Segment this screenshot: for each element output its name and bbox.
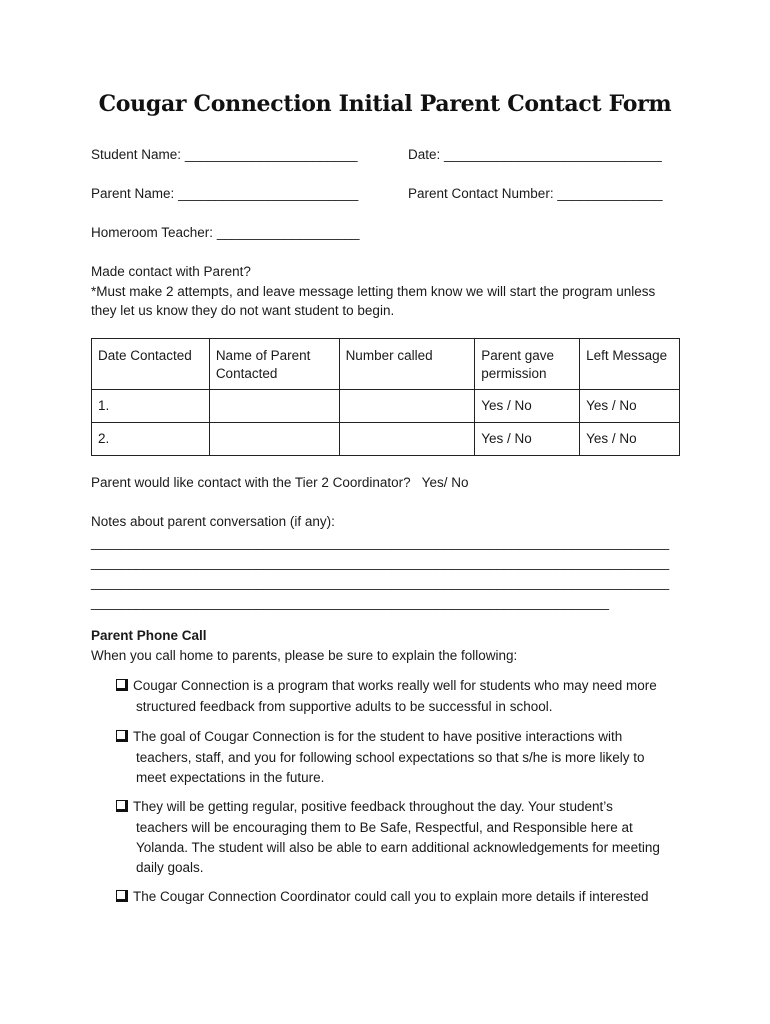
cell-permission-yes-no[interactable]: Yes / No (475, 423, 580, 456)
list-item-continuation: teachers, staff, and you for following school expectations so that s/he is more likely to (136, 750, 645, 765)
contact-note-line-2: they let us know they do not want student to begin. (91, 303, 395, 318)
checkbox-icon[interactable] (116, 800, 128, 812)
list-item-continuation: meet expectations in the future. (136, 770, 325, 785)
parent-name-label: Parent Name: (91, 186, 175, 201)
parent-contact-number-field[interactable] (408, 184, 662, 203)
contact-instructions (91, 262, 691, 321)
cell-left-message-yes-no[interactable]: Yes / No (580, 423, 680, 456)
parent-contact-number-blank[interactable]: ______________ (557, 186, 663, 201)
parent-contact-number-label: Parent Contact Number: (408, 186, 554, 201)
notes-line[interactable]: _____________________________________________________________________________ (91, 575, 670, 590)
homeroom-teacher-blank[interactable]: ___________________ (216, 225, 360, 240)
list-item-continuation: teachers will be encouraging them to Be Safe, Respectful, and Responsible here at (136, 820, 633, 835)
list-item-first-line: They will be getting regular, positive feedback throughout the day. Your student’s (133, 799, 613, 814)
homeroom-teacher-field[interactable] (91, 223, 359, 242)
list-item-first-line: Cougar Connection is a program that works really well for students who may need more (133, 678, 657, 693)
parent-name-field[interactable] (91, 184, 358, 203)
list-item (116, 886, 682, 908)
table-row (92, 390, 680, 423)
notes-line[interactable]: _____________________________________________________________________ (91, 595, 610, 610)
list-item (116, 675, 682, 717)
notes-line[interactable]: _____________________________________________________________________________ (91, 555, 670, 570)
list-item-continuation: structured feedback from supportive adults to be successful in school. (136, 699, 553, 714)
checkbox-icon[interactable] (116, 730, 128, 742)
contact-note-line-1: *Must make 2 attempts, and leave message letting them know we will start the program unless (91, 283, 656, 299)
date-field[interactable] (408, 145, 662, 164)
parent-name-blank[interactable]: ________________________ (178, 186, 359, 201)
homeroom-teacher-label: Homeroom Teacher: (91, 225, 214, 240)
header-left-message: Left Message (580, 339, 680, 390)
notes-label: Notes about parent conversation (if any): (91, 514, 335, 529)
cell-parent-name[interactable] (209, 423, 339, 456)
list-item (116, 796, 682, 878)
header-parent-permission: Parent gave permission (475, 339, 580, 390)
header-name-of-parent: Name of Parent Contacted (209, 339, 339, 390)
contact-prompt: Made contact with Parent? (91, 264, 251, 279)
header-number-called: Number called (339, 339, 475, 390)
checkbox-icon[interactable] (116, 679, 128, 691)
list-item-continuation: daily goals. (136, 860, 204, 875)
checkbox-icon[interactable] (116, 890, 128, 902)
list-item (116, 726, 682, 788)
tier2-question[interactable]: Parent would like contact with the Tier 2 Coordinator? Yes/ No (91, 475, 469, 490)
list-item-continuation: Yolanda. The student will also be able to earn additional acknowledgements for meeting (136, 840, 660, 855)
cell-number-called[interactable] (339, 390, 475, 423)
list-item-first-line: The goal of Cougar Connection is for the student to have positive interactions with (133, 729, 623, 744)
cell-parent-name[interactable] (209, 390, 339, 423)
student-name-blank[interactable]: _______________________ (184, 147, 358, 162)
phone-call-heading: Parent Phone Call (91, 628, 207, 643)
form-title: Cougar Connection Initial Parent Contact Form (98, 91, 672, 117)
contact-attempts-table (91, 338, 680, 456)
phone-call-intro: When you call home to parents, please be sure to explain the following: (91, 648, 518, 663)
cell-left-message-yes-no[interactable]: Yes / No (580, 390, 680, 423)
cell-number-called[interactable] (339, 423, 475, 456)
date-blank[interactable]: _____________________________ (444, 147, 662, 162)
list-item-first-line: The Cougar Connection Coordinator could call you to explain more details if interested (133, 889, 649, 904)
cell-permission-yes-no[interactable]: Yes / No (475, 390, 580, 423)
date-label: Date: (408, 147, 441, 162)
student-name-field[interactable] (91, 145, 358, 164)
header-date-contacted: Date Contacted (92, 339, 210, 390)
table-row (92, 423, 680, 456)
table-header-row (92, 339, 680, 390)
student-name-label: Student Name: (91, 147, 182, 162)
notes-line[interactable]: _____________________________________________________________________________ (91, 535, 670, 550)
cell-attempt-number: 1. (92, 390, 210, 423)
cell-attempt-number: 2. (92, 423, 210, 456)
